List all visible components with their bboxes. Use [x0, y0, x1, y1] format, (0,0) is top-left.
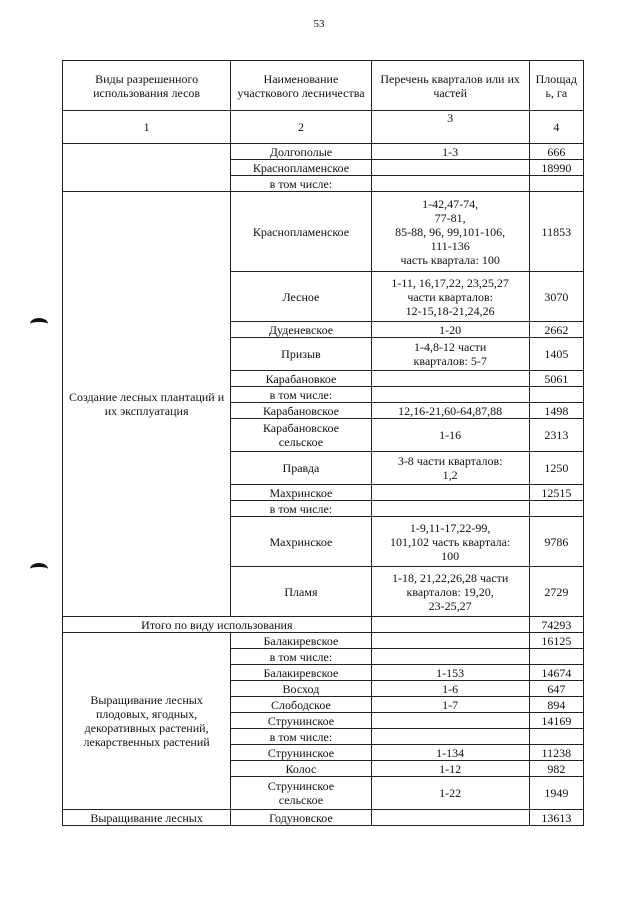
- quarters-cell: 1-12: [371, 761, 529, 777]
- use-type-cell: Выращивание лесных: [63, 810, 231, 826]
- quarters-cell: 1-6: [371, 681, 529, 697]
- forestry-name: Призыв: [231, 338, 372, 371]
- quarters-cell: [371, 713, 529, 729]
- total-area: 74293: [529, 617, 583, 633]
- forestry-name: Годуновское: [231, 810, 372, 826]
- scan-mark: [30, 318, 48, 330]
- forestry-name: Струнинское: [231, 713, 372, 729]
- forestry-name: Карабановское: [231, 403, 372, 419]
- column-number: 1: [63, 111, 231, 144]
- quarters-cell: 3-8 части кварталов: 1,2: [371, 452, 529, 485]
- column-number-row: [63, 111, 584, 144]
- use-type-cell: Создание лесных плантаций и их эксплуатация: [63, 192, 231, 617]
- forestry-name: в том числе:: [231, 729, 372, 745]
- area-cell: [529, 387, 583, 403]
- forestry-name: Карабановское сельское: [231, 419, 372, 452]
- forestry-name: Пламя: [231, 567, 372, 617]
- forestry-name: в том числе:: [231, 501, 372, 517]
- total-row: [63, 617, 584, 633]
- quarters-cell: 1-18, 21,22,26,28 части кварталов: 19,20, 23-25,27: [371, 567, 529, 617]
- area-cell: 1949: [529, 777, 583, 810]
- forestry-name: Слободское: [231, 697, 372, 713]
- area-cell: [529, 729, 583, 745]
- empty-cell: [63, 144, 231, 192]
- forestry-name: Правда: [231, 452, 372, 485]
- forestry-name: Долгополые: [231, 144, 372, 160]
- area-cell: 647: [529, 681, 583, 697]
- header-cell: Наименование участкового лесничества: [231, 61, 372, 111]
- area-cell: 11853: [529, 192, 583, 272]
- area-cell: [529, 649, 583, 665]
- total-label: Итого по виду использования: [63, 617, 372, 633]
- forestry-name: Махринское: [231, 485, 372, 501]
- header-cell: Площад ь, га: [529, 61, 583, 111]
- forestry-name: Колос: [231, 761, 372, 777]
- area-cell: 666: [529, 144, 583, 160]
- area-cell: 12515: [529, 485, 583, 501]
- area-cell: 13613: [529, 810, 583, 826]
- area-cell: 9786: [529, 517, 583, 567]
- area-cell: 16125: [529, 633, 583, 649]
- quarters-cell: 1-11, 16,17,22, 23,25,27 части кварталов: 12-15,18-21,24,26: [371, 272, 529, 322]
- area-cell: 894: [529, 697, 583, 713]
- area-cell: 11238: [529, 745, 583, 761]
- quarters-cell: [371, 160, 529, 176]
- quarters-cell: 1-153: [371, 665, 529, 681]
- scan-mark: [30, 563, 48, 575]
- quarters-cell: [371, 371, 529, 387]
- quarters-cell: 1-9,11-17,22-99, 101,102 часть квартала: 100: [371, 517, 529, 567]
- quarters-cell: [371, 649, 529, 665]
- forestry-name: Краснопламенское: [231, 192, 372, 272]
- area-cell: [529, 176, 583, 192]
- header-cell: Перечень кварталов или их частей: [371, 61, 529, 111]
- quarters-cell: 1-4,8-12 части кварталов: 5-7: [371, 338, 529, 371]
- area-cell: 2729: [529, 567, 583, 617]
- area-cell: 5061: [529, 371, 583, 387]
- area-cell: 2662: [529, 322, 583, 338]
- area-cell: 18990: [529, 160, 583, 176]
- area-cell: [529, 501, 583, 517]
- forestry-name: Дуденевское: [231, 322, 372, 338]
- area-cell: 1250: [529, 452, 583, 485]
- quarters-cell: 1-7: [371, 697, 529, 713]
- area-cell: 1405: [529, 338, 583, 371]
- forestry-name: Махринское: [231, 517, 372, 567]
- use-type-cell: Выращивание лесных плодовых, ягодных, декоративных растений, лекарственных растений: [63, 633, 231, 810]
- land-use-table: [62, 60, 584, 826]
- page-number: 53: [313, 18, 325, 30]
- area-cell: 3070: [529, 272, 583, 322]
- quarters-cell: [371, 810, 529, 826]
- forestry-name: Струнинское сельское: [231, 777, 372, 810]
- table-row: [63, 633, 584, 649]
- forestry-name: Краснопламенское: [231, 160, 372, 176]
- area-cell: 1498: [529, 403, 583, 419]
- area-cell: 982: [529, 761, 583, 777]
- forestry-name: Восход: [231, 681, 372, 697]
- quarters-cell: 1-134: [371, 745, 529, 761]
- area-cell: 14169: [529, 713, 583, 729]
- table-row: [63, 810, 584, 826]
- area-cell: 2313: [529, 419, 583, 452]
- area-cell: 14674: [529, 665, 583, 681]
- quarters-cell: 12,16-21,60-64,87,88: [371, 403, 529, 419]
- quarters-cell: 1-16: [371, 419, 529, 452]
- column-number: 3: [371, 111, 529, 144]
- quarters-cell: 1-22: [371, 777, 529, 810]
- forestry-name: Струнинское: [231, 745, 372, 761]
- quarters-cell: [371, 501, 529, 517]
- table-row: [63, 192, 584, 272]
- quarters-cell: [371, 176, 529, 192]
- column-number: 2: [231, 111, 372, 144]
- quarters-cell: [371, 729, 529, 745]
- quarters-cell: [371, 617, 529, 633]
- forestry-name: в том числе:: [231, 649, 372, 665]
- header-cell: Виды разрешенного использования лесов: [63, 61, 231, 111]
- quarters-cell: 1-42,47-74, 77-81, 85-88, 96, 99,101-106, 111-136 часть квартала: 100: [371, 192, 529, 272]
- column-number: 4: [529, 111, 583, 144]
- forestry-name: Лесное: [231, 272, 372, 322]
- forestry-name: в том числе:: [231, 387, 372, 403]
- quarters-cell: [371, 633, 529, 649]
- forestry-name: в том числе:: [231, 176, 372, 192]
- forestry-name: Балакиревское: [231, 633, 372, 649]
- quarters-cell: 1-3: [371, 144, 529, 160]
- forestry-name: Балакиревское: [231, 665, 372, 681]
- table-row: [63, 144, 584, 160]
- quarters-cell: 1-20: [371, 322, 529, 338]
- quarters-cell: [371, 485, 529, 501]
- quarters-cell: [371, 387, 529, 403]
- forestry-name: Карабановкое: [231, 371, 372, 387]
- header-row: [63, 61, 584, 111]
